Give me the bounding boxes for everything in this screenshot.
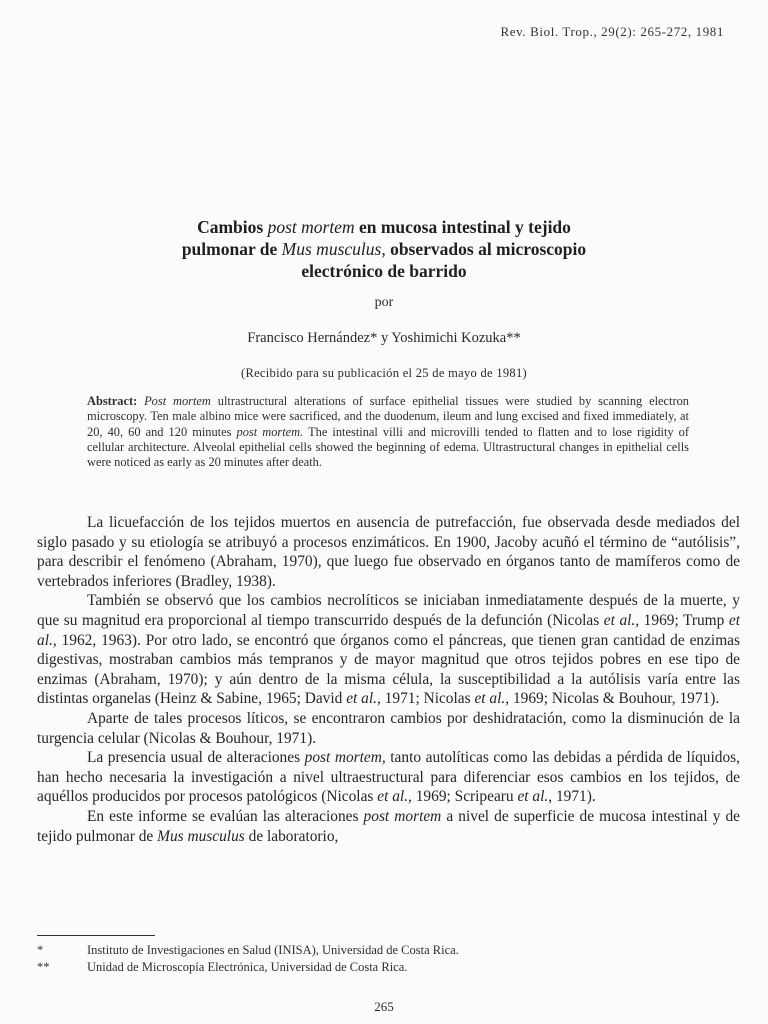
paragraph (37, 513, 740, 591)
footnote-rule (37, 935, 155, 936)
italic-text: et al. (377, 788, 409, 806)
footnote-mark: ** (37, 960, 50, 974)
authors: Francisco Hernández* y Yoshimichi Kozuka** (247, 330, 521, 346)
italic-text: post mortem (363, 807, 442, 825)
footnote (37, 942, 737, 959)
paragraph-text: a nivel de superficie de mucosa intestinal y de tejido pulmonar de (37, 807, 740, 845)
paragraph (37, 709, 740, 748)
journal-citation: Rev. Biol. Trop., 29(2): 265-272, 1981 (500, 24, 724, 39)
paragraph-text: La presencia usual de alteraciones (87, 749, 301, 767)
paragraph-text: También se observó que los cambios necrolíticos se iniciaban inmediatamente después de la muerte, y que su magnitud era proporcional al tiempo transcurrido después de la defunción (Nicolas (37, 592, 740, 629)
italic-text: et al. (37, 611, 740, 649)
abstract-text: ultrastructural alterations of surface epithelial tissues were studied by scanning electron microscopy. Ten male albino mice were sacrificed, and the duodenum, ileum and lung excised and fixed immediately, at 20, 40, 60 and 120 minutes (87, 394, 689, 439)
abstract-italic: Post mortem (144, 394, 211, 408)
paragraph-text: , 1969; Nicolas & Bouhour, 1971). (505, 690, 720, 708)
footnote-text: Unidad de Microscopía Electrónica, Universidad de Costa Rica. (87, 960, 408, 974)
paragraph-text: , 1969; Trump (635, 611, 725, 629)
paragraph-text: tanto autolíticas como las debidas a pérdida de líquidos, han hecho necesaria la investigación a nivel ultraestructural para diferenciar esos cambios en los tejidos, de aquéllos producidos por procesos patológicos (Nicolas (37, 749, 740, 806)
paragraph-text: , 1962, 1963). Por otro lado, se encontró que órganos como el páncreas, que tienen gran cantidad de enzimas digestivas, mostraban cambios más tempranos y de mayor magnitud que otros tejidos pobres en ese tipo de enzimas (Abraham, 1970); y aún dentro de la misma célula, la susceptibilidad a la autólisis varía entre las distintas organelas (Heinz & Sabine, 1965; David (37, 631, 740, 708)
footnote-text: Instituto de Investigaciones en Salud (INISA), Universidad de Costa Rica. (87, 943, 459, 957)
title-part: en mucosa intestinal y tejido (358, 217, 571, 237)
italic-text: et al. (517, 788, 549, 806)
italic-text: et al. (603, 611, 636, 629)
paragraph (37, 748, 740, 807)
italic-text: Mus musculus (157, 827, 245, 845)
abstract-label: Abstract: (87, 394, 138, 408)
title-italic: Mus musculus, (281, 239, 386, 259)
footnote (37, 959, 737, 976)
paragraph-text: La licuefacción de los tejidos muertos en ausencia de putrefacción, fue observada desde mediados del siglo pasado y su etiología se atribuyó a procesos enzimáticos. En 1900, Jacoby acuñó el término de “autólisis”, para describir el fenómeno (Abraham, 1970), que luego fue observado en órganos tanto de mamíferos como de vertebrados inferiores (Bradley, 1938). (37, 514, 740, 590)
article-title (0, 216, 768, 282)
title-part: pulmonar de (181, 239, 278, 259)
italic-text: et al. (474, 690, 506, 708)
title-part: observados al microscopio (390, 239, 587, 259)
paragraph-text: de laboratorio, (248, 827, 339, 845)
body-text (37, 513, 740, 846)
received-date: (Recibido para su publicación el 25 de mayo de 1981) (240, 366, 527, 380)
paragraph-text: En este informe se evalúan las alteraciones (87, 807, 359, 825)
paragraph-text: , 1971). (548, 788, 596, 806)
title-part: Cambios (197, 217, 264, 237)
abstract-italic: post mortem. (236, 424, 304, 439)
title-part: electrónico de barrido (301, 261, 467, 281)
abstract-text: The intestinal villi and microvilli tended to flatten and to lose rigidity of cellular architecture. Alveolal epithelial cells showed the beginning of edema. Ultrastructural changes in epithelial cells were noticed as early as 20 minutes after death. (87, 424, 689, 470)
page-number: 265 (374, 999, 394, 1014)
paragraph-text: , 1971; Nicolas (376, 690, 471, 708)
paragraph-text: , 1969; Scripearu (408, 788, 514, 806)
paragraph (37, 591, 740, 709)
footnote-mark: * (37, 943, 44, 957)
italic-text: post mortem, (304, 749, 386, 767)
paragraph-text: Aparte de tales procesos líticos, se encontraron cambios por deshidratación, como la disminución de la turgencia celular (Nicolas & Bouhour, 1971). (37, 709, 740, 747)
abstract (87, 394, 689, 470)
title-italic: post mortem (267, 217, 355, 237)
italic-text: et al. (346, 690, 377, 708)
by-line: por (374, 295, 394, 310)
paragraph (37, 807, 740, 846)
footnotes (37, 942, 737, 976)
